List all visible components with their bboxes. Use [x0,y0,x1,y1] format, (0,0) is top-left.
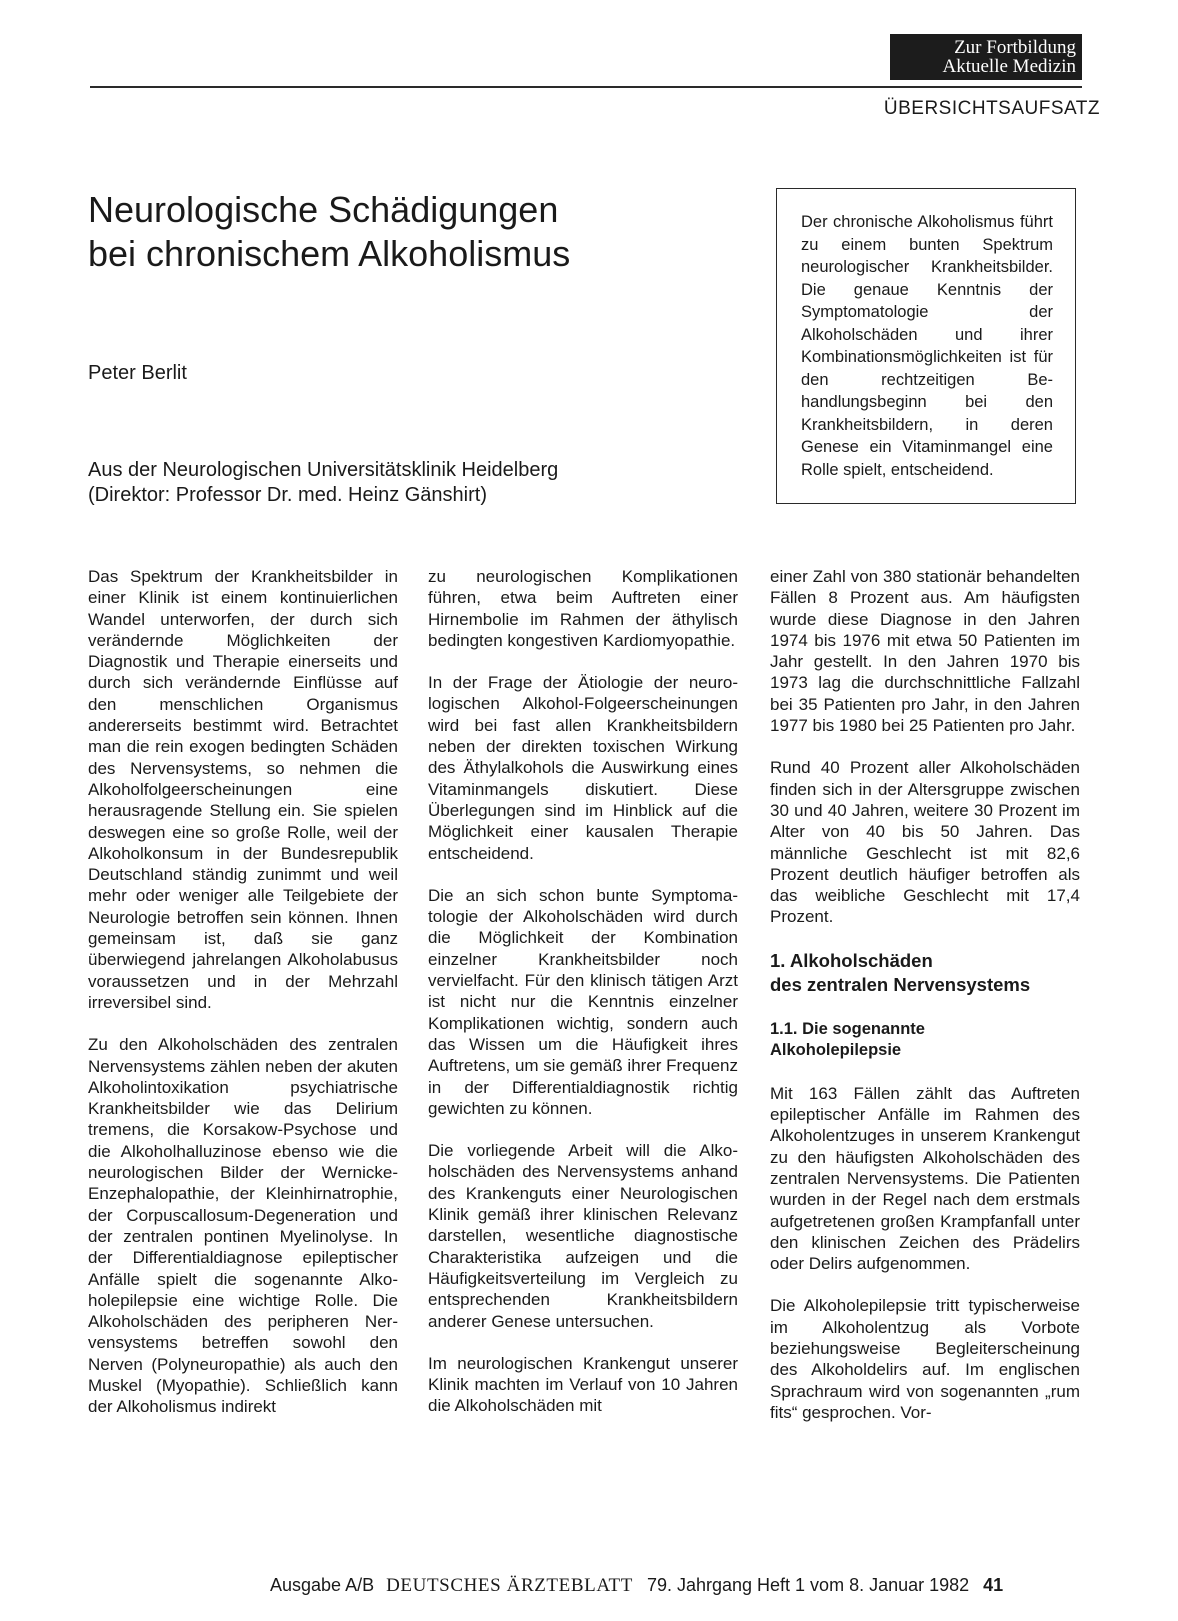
section-tag [890,34,1082,80]
subsection-heading-line2: Alkoholepilepsie [770,1041,902,1060]
section-heading-1-line2: des zentralen Nervensystems [770,973,1031,995]
section-heading-1-line1: 1. Alkoholschäden [770,949,933,971]
article-title [88,188,570,276]
header-rule [90,86,1082,88]
author-name: Peter Berlit [88,362,187,384]
affiliation-line1: Aus der Neurologischen Universitätsklinik Heidelberg [88,459,559,481]
paragraph: Zu den Alkoholschäden des zentralen Nervensystems zählen neben der akuten Alkoholintoxikation psychiatrische Krankheitsbilder wie das Delirium tremens, die Korsakow-Psychose und die Alkoholhalluzinose ebenso wie die neurologischen Bilder der Wernicke-Enzephalopathie, der Kleinhirnatrophie, der Corpuscallosum-Degeneration und der zentralen pontinen Myelinolyse. In der Differentialdiagnose epileptischer Anfälle spielt die sogenannte Alkoholepilepsie eine wichtige Rolle. Die Alkoholschäden des peripheren Nervensystems betreffen sowohl den Nerven (Polyneuropathie) als auch den Muskel (Myopathie). Schließlich kann der Alkoholismus indirekt [88,1035,398,1417]
footer-edition: Ausgabe A/B [270,1575,375,1595]
paragraph: Die Alkoholepilepsie tritt typischerweise im Alkoholentzug als Vorbote beziehungsweise Begleiterscheinung des Alkoholdelirs auf. Im englischen Sprachraum wird von sogenannten „rum fits“ gesprochen. Vor- [770,1296,1080,1422]
page-footer [270,1575,1082,1597]
footer-journal: DEUTSCHES ÄRZTEBLATT [386,1575,633,1596]
paragraph: Die vorliegende Arbeit will die Alkoholschäden des Nervensystems anhand des Krankenguts einer Neurologischen Klinik gemäß ihrer klinischen Relevanz darstellen, wesentliche diagnostische Charakteristika aufzeigen und die Häufigkeitsverteilung im Vergleich zu entsprechenden Krankheitsbildern anderer Genese untersuchen. [428,1141,738,1331]
abstract-box [776,188,1076,504]
subsection-heading-line1: 1.1. Die sogenannte [770,1019,925,1038]
paragraph: Im neurologischen Krankengut unserer Klinik machten im Verlauf von 10 Jahren die Alkoholschäden mit [428,1353,738,1416]
paragraph: Rund 40 Prozent aller Alkoholschäden finden sich in der Altersgruppe zwischen 30 und 40 Jahren, weitere 30 Prozent im Alter von 40 bis 50 Jahren. Das männliche Geschlecht ist mit 82,6 Prozent deutlich häufiger betroffen als das weibliche Geschlecht mit 17,4 Prozent. [770,758,1080,927]
section-heading-1 [770,949,1080,997]
article-title-line2: bei chronischem Alkoholismus [88,233,571,274]
paragraph: einer Zahl von 380 stationär behandelten Fällen 8 Prozent aus. Am häufigsten wurde diese Diagnose in den Jahren 1974 bis 1976 mit etwa 50 Patienten im Jahr gestellt. In den Jahren 1970 bis 1973 lag die durchschnittliche Fallzahl bei 35 Patienten pro Jahr, in den Jahren 1977 bis 1980 bei 25 Patienten pro Jahr. [770,567,1080,736]
paragraph: Mit 163 Fällen zählt das Auftreten epileptischer Anfälle im Rahmen des Alkoholentzuges in unserem Krankengut zu den häufigsten Alkoholschäden des zentralen Nervensystems. Die Patienten wurden in der Regel nach dem erstmals aufgetretenen großen Krampfanfall unter den klinischen Zeichen des Prädelirs oder Delirs aufgenommen. [770,1083,1080,1274]
section-tag-line1: Zur Fortbildung [954,37,1076,58]
page-number: 41 [983,1575,1004,1595]
body-column-1 [88,566,398,1439]
subsection-heading-1-1 [770,1019,1080,1062]
paragraph: Das Spektrum der Krankheitsbilder in einer Klinik ist einem kontinuierlichen Wandel unterworfen, der durch sich verändernde Möglichkeiten der Diagnostik und Therapie einerseits und durch sich verändernde Einflüsse auf den menschlichen Organismus andererseits bestimmt wird. Betrachtet man die rein exogen bedingten Schäden des Nervensystems, so nehmen die Alkoholfolgeerscheinungen eine herausragende Stellung ein. Sie spielen deswegen eine so große Rolle, weil der Alkoholkonsum in der Bundesrepublik Deutschland ständig zunimmt und weil mehr oder weniger alle Teilgebiete der Neurologie betroffen sein können. Ihnen gemeinsam ist, daß sie ganz überwiegend jahrelangen Alkoholabusus voraussetzen und in der Mehrzahl irreversibel sind. [88,567,398,1012]
article-category: ÜBERSICHTSAUFSATZ [883,98,1100,119]
author-affiliation [88,458,558,508]
section-tag-line2: Aktuelle Medizin [942,56,1076,77]
footer-issue: 79. Jahrgang Heft 1 vom 8. Januar 1982 [646,1575,970,1595]
affiliation-line2: (Direktor: Professor Dr. med. Heinz Gänshirt) [88,484,487,506]
body-column-3 [770,566,1080,1444]
paragraph: zu neurologischen Komplikationen führen, etwa beim Auftreten einer Hirnembolie im Rahmen der äthylisch bedingten kongestiven Kardiomyopathie. [428,567,738,650]
paragraph: Die an sich schon bunte Symptomatologie der Alkoholschäden wird durch die Möglichkeit der Kombination einzelner Krankheitsbilder noch vervielfacht. Für den klinisch tätigen Arzt ist nicht nur die Kenntnis einzelner Komplikationen wichtig, sondern auch das Wissen um die Häufigkeit ihres Auftretens, um sie gemäß ihrer Frequenz in der Differentialdiagnostik richtig gewichten zu können. [428,885,738,1118]
article-title-line1: Neurologische Schädigungen [88,189,559,230]
abstract-text: Der chronische Alkoholismus führt zu einem bunten Spektrum neurologischer Krankheitsbilder. Die genaue Kenntnis der Symptomatologie der Alkoholschäden und ihrer Kombinationsmöglichkeiten ist für den rechtzeitigen Behandlungsbeginn bei den Krankheitsbildern, in deren Genese ein Vitaminmangel eine Rolle spielt, entscheidend. [801,213,1053,479]
body-column-2 [428,566,738,1438]
paragraph: In der Frage der Ätiologie der neurologischen Alkohol-Folgeerscheinungen wird bei fast allen Krankheitsbildern neben der direkten toxischen Wirkung des Äthylalkohols die Auswirkung eines Vitaminmangels diskutiert. Diese Überlegungen sind im Hinblick auf die Möglichkeit einer kausalen Therapie entscheidend. [428,673,738,863]
